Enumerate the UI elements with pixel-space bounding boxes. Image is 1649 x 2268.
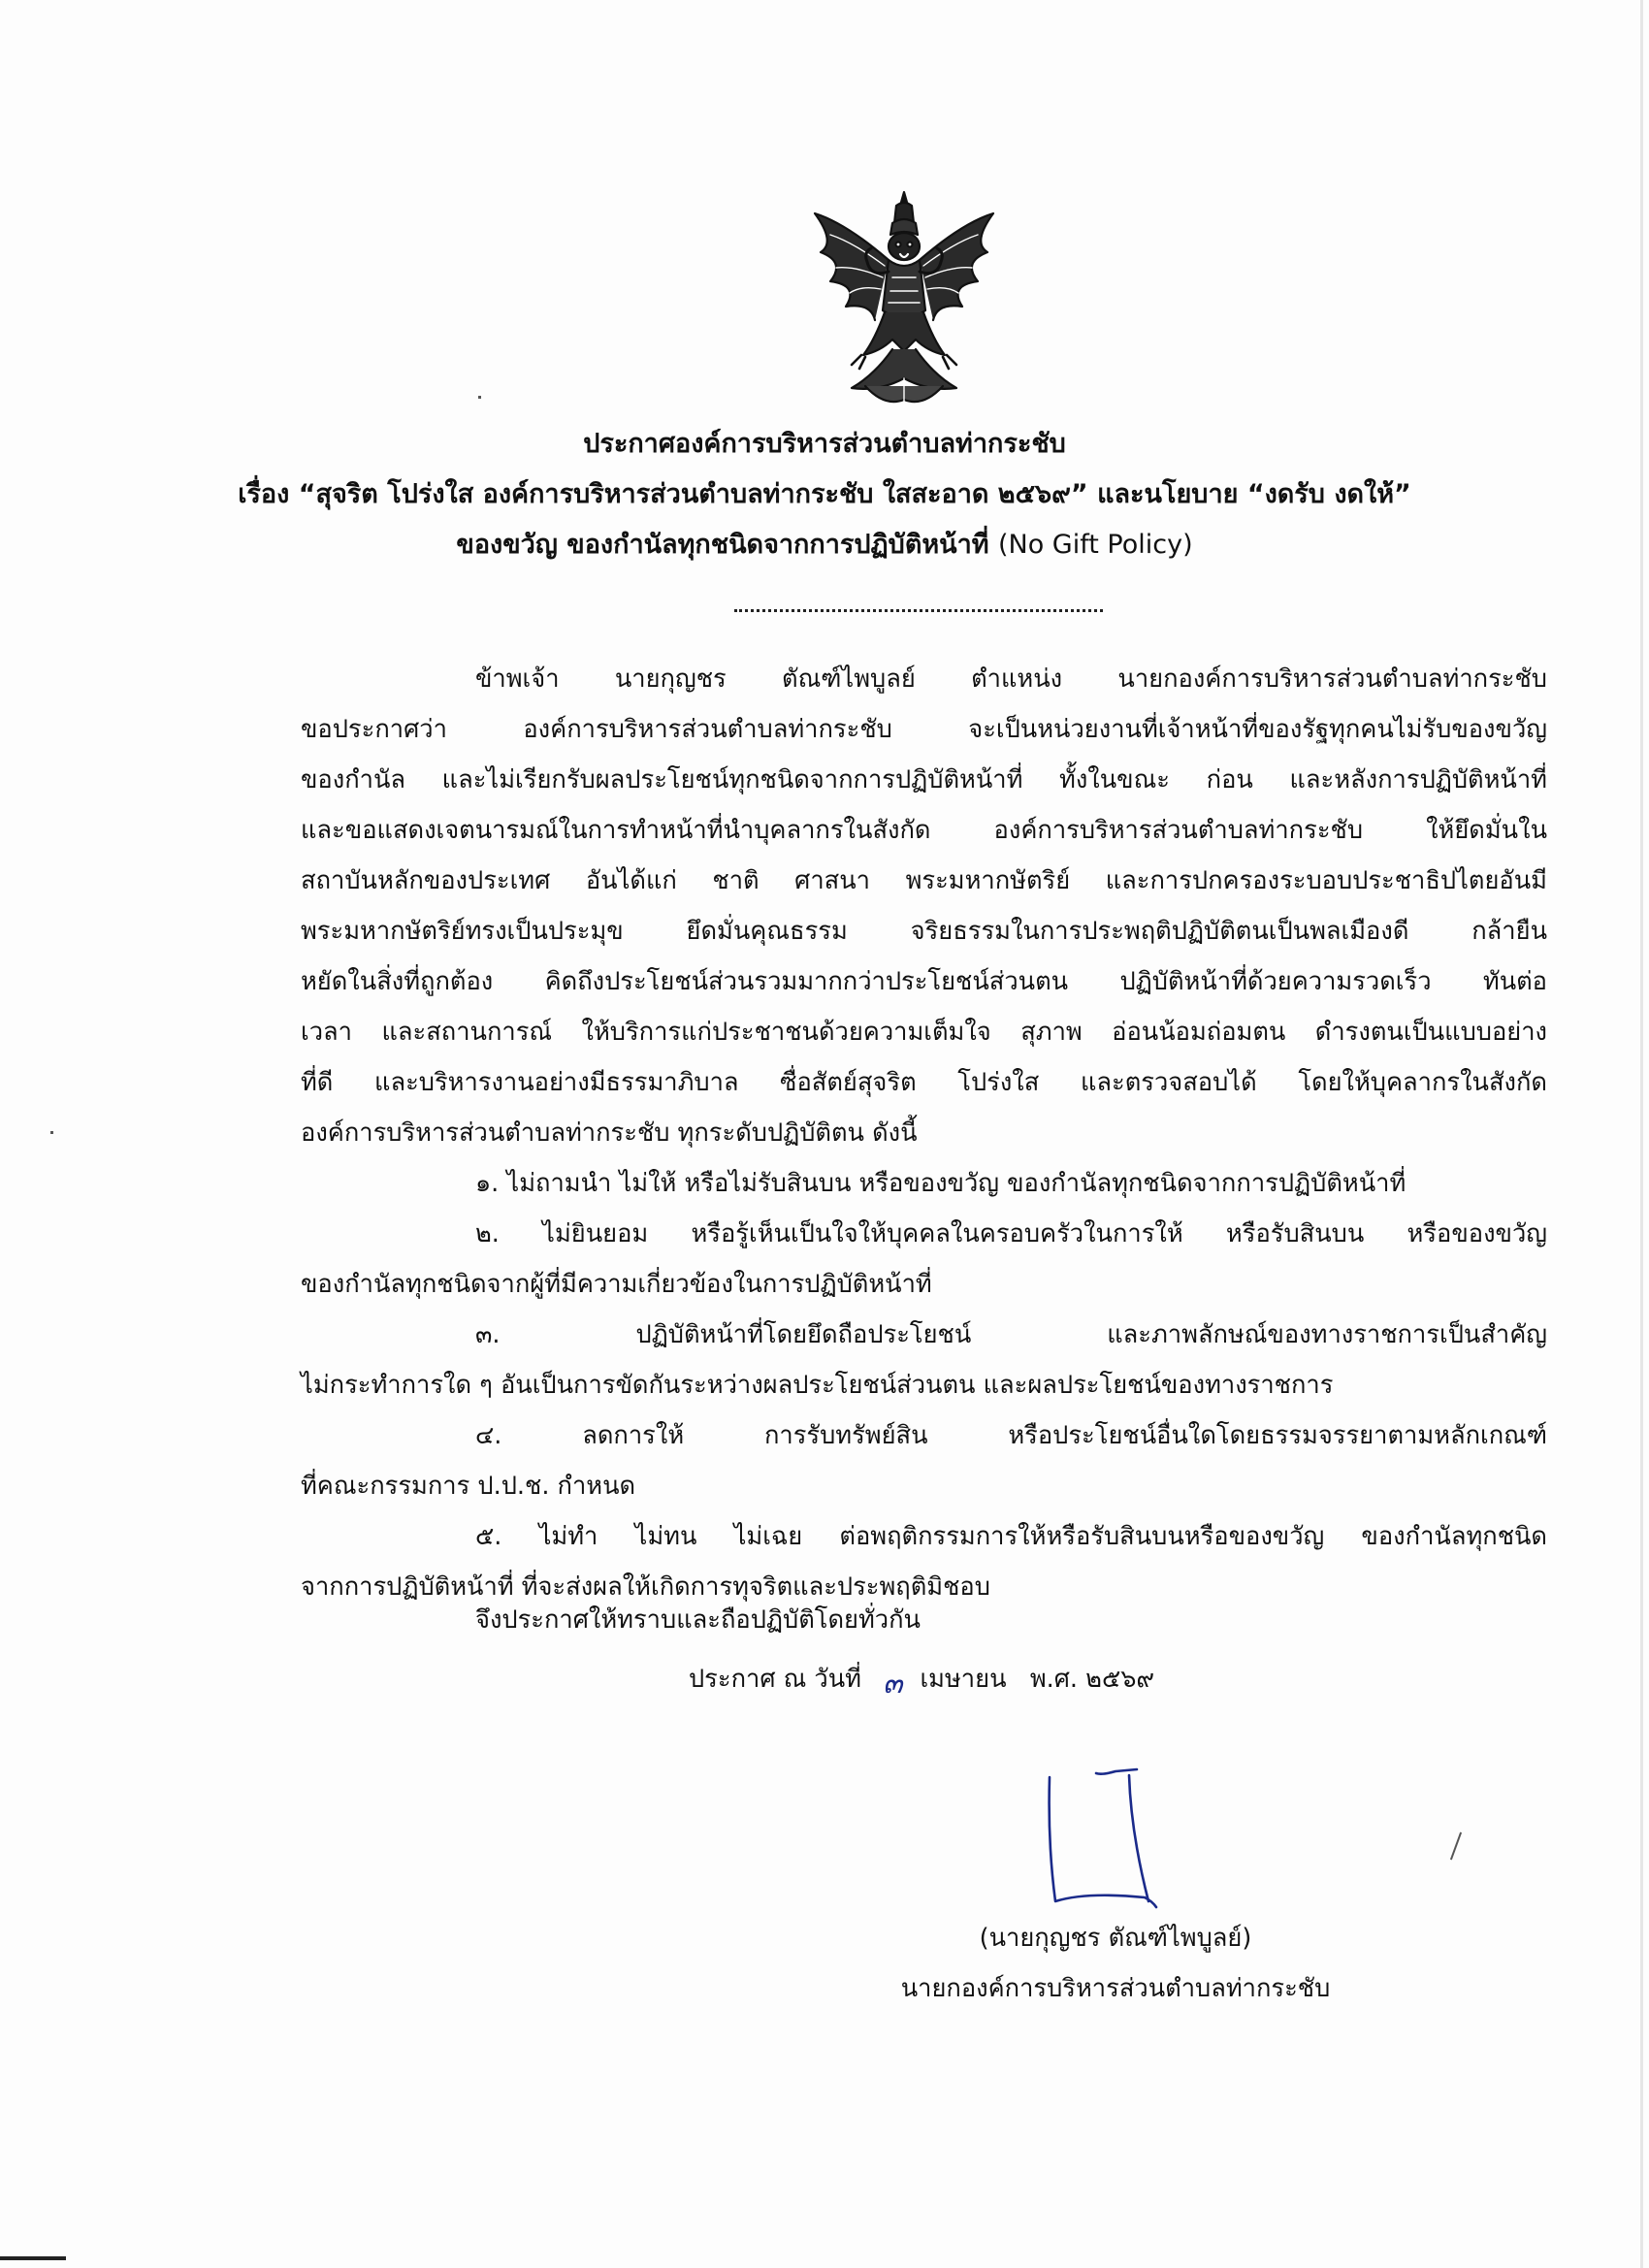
handwritten-signature xyxy=(1028,1756,1203,1930)
subject-thai-text: ของขวัญ ของกำนัลทุกชนิดจากการปฏิบัติหน้าที่ xyxy=(456,530,989,560)
scan-mark xyxy=(1450,1832,1462,1861)
body-line: ขอประกาศว่า องค์การบริหารส่วนตำบลท่ากระชับ จะเป็นหน่วยงานที่เจ้าหน้าที่ของรัฐทุกคนไม่รับของขวัญ xyxy=(301,715,1547,744)
policy-item-5-continued: จากการปฏิบัติหน้าที่ ที่จะส่งผลให้เกิดการทุจริตและประพฤติมิชอบ xyxy=(301,1572,990,1602)
body-line: องค์การบริหารส่วนตำบลท่ากระชับ ทุกระดับปฏิบัติตน ดังนี้ xyxy=(301,1118,918,1148)
policy-item-1: ๑. ไม่ถามนำ ไม่ให้ หรือไม่รับสินบน หรือของขวัญ ของกำนัลทุกชนิดจากการปฏิบัติหน้าที่ xyxy=(475,1169,1406,1198)
policy-item-5: ๕. ไม่ทำ ไม่ทน ไม่เฉย ต่อพฤติกรรมการให้หรือรับสินบนหรือของขวัญ ของกำนัลทุกชนิด xyxy=(475,1522,1547,1551)
policy-item-2-continued: ของกำนัลทุกชนิดจากผู้ที่มีความเกี่ยวข้องในการปฏิบัติหน้าที่ xyxy=(301,1270,932,1299)
scan-speck xyxy=(478,396,481,399)
announcement-title: ประกาศองค์การบริหารส่วนตำบลท่ากระชับ xyxy=(583,429,1066,459)
body-line: หยัดในสิ่งที่ถูกต้อง คิดถึงประโยชน์ส่วนรวมมากกว่าประโยชน์ส่วนตน ปฏิบัติหน้าที่ด้วยความรวดเร็ว ทันต่อ xyxy=(301,967,1547,996)
dotted-divider xyxy=(734,609,1103,612)
policy-item-4-continued: ที่คณะกรรมการ ป.ป.ช. กำหนด xyxy=(301,1472,636,1501)
body-line: พระมหากษัตริย์ทรงเป็นประมุข ยึดมั่นคุณธรรม จริยธรรมในการประพฤติปฏิบัติตนเป็นพลเมืองดี กล้ายืน xyxy=(301,917,1547,946)
announcement-subject-continued xyxy=(194,526,1455,565)
scan-right-edge xyxy=(1640,0,1643,2268)
body-line: ของกำนัล และไม่เรียกรับผลประโยชน์ทุกชนิดจากการปฏิบัติหน้าที่ ทั้งในขณะ ก่อน และหลังการปฏิบัติหน้าที่ xyxy=(301,765,1547,794)
announcement-subject: เรื่อง “สุจริต โปร่งใส องค์การบริหารส่วนตำบลท่ากระชับ ใสสะอาด ๒๕๖๙” และนโยบาย “งดรับ งดให้” xyxy=(238,479,1411,509)
body-line: ที่ดี และบริหารงานอย่างมีธรรมาภิบาล ซื่อสัตย์สุจริต โปร่งใส และตรวจสอบได้ โดยให้บุคลากรในสังกัด xyxy=(301,1068,1547,1097)
garuda-emblem-icon xyxy=(807,184,1001,417)
signatory-title: นายกองค์การบริหารส่วนตำบลท่ากระชับ xyxy=(900,1974,1331,2003)
date-year: พ.ศ. ๒๕๖๙ xyxy=(1029,1665,1155,1694)
policy-item-3: ๓. ปฏิบัติหน้าที่โดยยึดถือประโยชน์ และภาพลักษณ์ของทางราชการเป็นสำคัญ xyxy=(475,1320,1547,1349)
closing-statement: จึงประกาศให้ทราบและถือปฏิบัติโดยทั่วกัน xyxy=(475,1605,921,1635)
date-month: เมษายน xyxy=(920,1665,1007,1694)
signatory-name: (นายกุญชร ตัณฑ์ไพบูลย์) xyxy=(979,1924,1252,1953)
body-line: เวลา และสถานการณ์ ให้บริการแก่ประชาชนด้วยความเต็มใจ สุภาพ อ่อนน้อมถ่อมตน ดำรงตนเป็นแบบอย่าง xyxy=(301,1018,1547,1047)
policy-item-4: ๔. ลดการให้ การรับทรัพย์สิน หรือประโยชน์อื่นใดโดยธรรมจรรยาตามหลักเกณฑ์ xyxy=(475,1421,1547,1450)
scan-speck xyxy=(50,1131,53,1134)
subject-english-text: (No Gift Policy) xyxy=(997,530,1193,560)
body-line: และขอแสดงเจตนารมณ์ในการทำหน้าที่นำบุคลากรในสังกัด องค์การบริหารส่วนตำบลท่ากระชับ ให้ยึดมั่นใน xyxy=(301,816,1547,845)
policy-item-3-continued: ไม่กระทำการใด ๆ อันเป็นการขัดกันระหว่างผลประโยชน์ส่วนตน และผลประโยชน์ของทางราชการ xyxy=(301,1371,1334,1400)
date-prefix: ประกาศ ณ วันที่ xyxy=(689,1665,861,1694)
policy-item-2: ๒. ไม่ยินยอม หรือรู้เห็นเป็นใจให้บุคคลในครอบครัวในการให้ หรือรับสินบน หรือของขวัญ xyxy=(475,1219,1547,1248)
body-line: ข้าพเจ้า นายกุญชร ตัณฑ์ไพบูลย์ ตำแหน่ง นายกองค์การบริหารส่วนตำบลท่ากระชับ xyxy=(475,664,1547,694)
date-day-handwritten: ๓ xyxy=(882,1667,903,1701)
announcement-date xyxy=(689,1659,1154,1699)
scan-edge-line xyxy=(0,2256,66,2260)
body-line: สถาบันหลักของประเทศ อันได้แก่ ชาติ ศาสนา พระมหากษัตริย์ และการปกครองระบอบประชาธิปไตยอันมี xyxy=(301,866,1547,895)
